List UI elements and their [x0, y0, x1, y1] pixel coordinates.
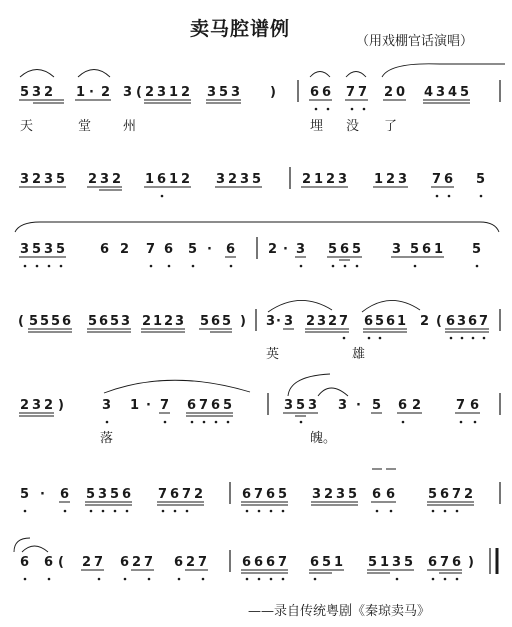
- note: 3: [123, 85, 133, 100]
- note: 6: [310, 555, 320, 570]
- octave-dot: [363, 108, 366, 111]
- octave-dot: [327, 108, 330, 111]
- note: 2: [164, 314, 174, 329]
- octave-dot: [436, 195, 439, 198]
- note: 1: [434, 242, 444, 257]
- note: 5: [223, 398, 233, 413]
- note: 6: [100, 242, 110, 257]
- note: 2: [384, 85, 394, 100]
- note: 2: [324, 487, 334, 502]
- octave-dot: [450, 337, 453, 340]
- note: 3: [100, 172, 110, 187]
- octave-dot: [36, 265, 39, 268]
- note: 3: [102, 398, 112, 413]
- octave-dot: [114, 510, 117, 513]
- note: 5: [40, 314, 50, 329]
- octave-dot: [24, 578, 27, 581]
- note: 5: [352, 242, 362, 257]
- lyric: 落: [100, 431, 114, 446]
- note: 3: [32, 85, 42, 100]
- note: 6: [122, 487, 132, 502]
- note: 5: [56, 242, 66, 257]
- lyric: 英: [266, 347, 280, 362]
- octave-dot: [258, 510, 261, 513]
- slur: [346, 72, 366, 78]
- note: 1: [153, 314, 163, 329]
- note: 1: [169, 85, 179, 100]
- note: 7: [158, 487, 168, 502]
- note: 2: [386, 172, 396, 187]
- note: 1: [380, 555, 390, 570]
- score-title: 卖马腔谱例: [190, 18, 291, 40]
- note: 6: [446, 314, 456, 329]
- score-line-5: [19, 374, 500, 446]
- note: 3: [44, 242, 54, 257]
- lyric: 埋: [310, 119, 324, 134]
- note: 5: [296, 398, 306, 413]
- octave-dot: [90, 510, 93, 513]
- octave-dot: [24, 510, 27, 513]
- note: 5: [404, 555, 414, 570]
- slur: [20, 70, 54, 78]
- tie: [15, 222, 499, 232]
- note: 5: [110, 487, 120, 502]
- note: 5: [188, 242, 198, 257]
- note: 2: [20, 398, 30, 413]
- note: 3: [338, 172, 348, 187]
- octave-dot: [456, 578, 459, 581]
- note: 3: [20, 172, 30, 187]
- note: 7: [452, 487, 462, 502]
- note: 5: [368, 555, 378, 570]
- note: 6: [44, 555, 54, 570]
- note: 5: [472, 242, 482, 257]
- note: 5: [410, 242, 420, 257]
- note: 3: [308, 398, 318, 413]
- octave-dot: [178, 578, 181, 581]
- note: 3: [338, 398, 348, 413]
- octave-dot: [227, 421, 230, 424]
- note: 6: [470, 398, 480, 413]
- note: ·: [146, 398, 151, 413]
- note: 6: [254, 555, 264, 570]
- score-line-6: [20, 469, 500, 512]
- note: 3: [296, 242, 306, 257]
- octave-dot: [314, 578, 317, 581]
- note: 7: [456, 398, 466, 413]
- note: 3: [436, 85, 446, 100]
- note: 4: [448, 85, 458, 100]
- lyric: 没: [346, 119, 360, 134]
- octave-dot: [48, 578, 51, 581]
- note: ·: [276, 314, 281, 329]
- note: 3: [312, 487, 322, 502]
- note: ): [468, 555, 474, 570]
- octave-dot: [343, 337, 346, 340]
- note: 3: [392, 555, 402, 570]
- note: 4: [424, 85, 434, 100]
- note: 3: [20, 242, 30, 257]
- note: 2: [88, 172, 98, 187]
- note: 5: [222, 314, 232, 329]
- note: 3: [266, 314, 276, 329]
- octave-dot: [379, 337, 382, 340]
- note: 6: [164, 242, 174, 257]
- octave-dot: [456, 510, 459, 513]
- note: 5: [428, 487, 438, 502]
- score-line-7: [14, 538, 497, 580]
- note: 6: [444, 172, 454, 187]
- note: 2: [306, 314, 316, 329]
- note: 5: [88, 314, 98, 329]
- note: 5: [20, 487, 30, 502]
- note: 5: [20, 85, 30, 100]
- note: 2: [120, 242, 130, 257]
- note: 7: [199, 398, 209, 413]
- slur: [78, 70, 110, 78]
- note: 5: [86, 487, 96, 502]
- note: 6: [322, 85, 332, 100]
- note: 2: [44, 85, 54, 100]
- note: 3: [157, 85, 167, 100]
- lyric: 州: [123, 119, 137, 134]
- note: 3: [398, 172, 408, 187]
- note: 7: [94, 555, 104, 570]
- note: 6: [211, 314, 221, 329]
- note: 6: [242, 487, 252, 502]
- note: 1: [145, 172, 155, 187]
- note: ): [270, 85, 276, 100]
- note: 5: [51, 314, 61, 329]
- note: 3: [231, 85, 241, 100]
- octave-dot: [60, 265, 63, 268]
- note: 7: [254, 487, 264, 502]
- note: 3: [121, 314, 131, 329]
- note: 3: [98, 487, 108, 502]
- note: 6: [386, 487, 396, 502]
- octave-dot: [106, 421, 109, 424]
- note: 2: [112, 172, 122, 187]
- note: 6: [266, 555, 276, 570]
- note: ·: [207, 242, 212, 257]
- note: 7: [278, 555, 288, 570]
- octave-dot: [474, 421, 477, 424]
- octave-dot: [270, 510, 273, 513]
- lyric: 堂: [78, 119, 92, 134]
- note: 1: [397, 314, 407, 329]
- note: ·: [40, 487, 45, 502]
- octave-dot: [215, 421, 218, 424]
- note: 6: [120, 555, 130, 570]
- note: 5: [56, 172, 66, 187]
- note: 6: [452, 555, 462, 570]
- note: 2: [464, 487, 474, 502]
- note: 7: [346, 85, 356, 100]
- note: 2: [82, 555, 92, 570]
- note: 2: [228, 172, 238, 187]
- note: 3: [336, 487, 346, 502]
- note: 6: [340, 242, 350, 257]
- note: 1: [374, 172, 384, 187]
- octave-dot: [202, 578, 205, 581]
- octave-dot: [356, 265, 359, 268]
- note: 6: [226, 242, 236, 257]
- score-subtitle: （用戏棚官话演唱）: [356, 34, 474, 49]
- octave-dot: [270, 578, 273, 581]
- note: 7: [160, 398, 170, 413]
- note: 2: [44, 398, 54, 413]
- note: 6: [386, 314, 396, 329]
- lyric: 了: [384, 119, 398, 134]
- tie: [14, 538, 30, 552]
- note: 1: [76, 85, 86, 100]
- octave-dot: [150, 265, 153, 268]
- note: ·: [283, 242, 288, 257]
- note: 3: [457, 314, 467, 329]
- note: 2: [412, 398, 422, 413]
- octave-dot: [461, 337, 464, 340]
- note: 3: [284, 398, 294, 413]
- octave-dot: [64, 510, 67, 513]
- note: 3: [284, 314, 294, 329]
- note: 1: [334, 555, 344, 570]
- note: 1: [169, 172, 179, 187]
- note: 6: [266, 487, 276, 502]
- octave-dot: [203, 421, 206, 424]
- note: 6: [211, 398, 221, 413]
- octave-dot: [483, 337, 486, 340]
- note: 2: [186, 555, 196, 570]
- octave-dot: [126, 510, 129, 513]
- note: 3: [32, 398, 42, 413]
- note: 6: [440, 487, 450, 502]
- note: 3: [175, 314, 185, 329]
- note: 5: [252, 172, 262, 187]
- note: 5: [322, 555, 332, 570]
- note: 7: [358, 85, 368, 100]
- octave-dot: [246, 578, 249, 581]
- octave-dot: [282, 510, 285, 513]
- octave-dot: [164, 421, 167, 424]
- note: 2: [328, 314, 338, 329]
- octave-dot: [414, 265, 417, 268]
- octave-dot: [344, 265, 347, 268]
- note: 6: [60, 487, 70, 502]
- octave-dot: [472, 337, 475, 340]
- note: 5: [348, 487, 358, 502]
- note: 7: [182, 487, 192, 502]
- note: 2: [142, 314, 152, 329]
- note: 1: [314, 172, 324, 187]
- note: ): [58, 398, 64, 413]
- note: 7: [146, 242, 156, 257]
- note: 5: [372, 398, 382, 413]
- slur: [288, 374, 330, 396]
- note: 5: [460, 85, 470, 100]
- note: 5: [110, 314, 120, 329]
- octave-dot: [174, 510, 177, 513]
- note: 6: [174, 555, 184, 570]
- octave-dot: [444, 510, 447, 513]
- score-line-4: [18, 300, 500, 362]
- note: ): [240, 314, 246, 329]
- octave-dot: [480, 195, 483, 198]
- note: 2: [145, 85, 155, 100]
- octave-dot: [162, 510, 165, 513]
- note: 6: [62, 314, 72, 329]
- note: 6: [187, 398, 197, 413]
- octave-dot: [24, 265, 27, 268]
- note: 2: [268, 242, 278, 257]
- note: 6: [99, 314, 109, 329]
- octave-dot: [300, 421, 303, 424]
- note: 7: [432, 172, 442, 187]
- note: 6: [157, 172, 167, 187]
- octave-dot: [396, 578, 399, 581]
- note: 5: [219, 85, 229, 100]
- octave-dot: [432, 510, 435, 513]
- note: 0: [396, 85, 406, 100]
- note: 5: [200, 314, 210, 329]
- score-line-3: [15, 222, 499, 267]
- note: 6: [372, 487, 382, 502]
- note: 7: [144, 555, 154, 570]
- octave-dot: [282, 578, 285, 581]
- note: 6: [242, 555, 252, 570]
- octave-dot: [148, 578, 151, 581]
- note: 6: [398, 398, 408, 413]
- octave-dot: [376, 510, 379, 513]
- octave-dot: [102, 510, 105, 513]
- lyric: 天: [20, 119, 34, 134]
- note: 5: [375, 314, 385, 329]
- note: 2: [181, 172, 191, 187]
- note: 6: [20, 555, 30, 570]
- octave-dot: [432, 578, 435, 581]
- note: 3: [207, 85, 217, 100]
- note: 2: [326, 172, 336, 187]
- octave-dot: [98, 578, 101, 581]
- octave-dot: [448, 195, 451, 198]
- note: 6: [310, 85, 320, 100]
- octave-dot: [191, 421, 194, 424]
- octave-dot: [230, 265, 233, 268]
- note: (: [18, 314, 24, 329]
- score-line-1: [19, 64, 505, 134]
- octave-dot: [246, 510, 249, 513]
- note: 2: [420, 314, 430, 329]
- note: 2: [132, 555, 142, 570]
- note: 7: [198, 555, 208, 570]
- octave-dot: [390, 510, 393, 513]
- octave-dot: [168, 265, 171, 268]
- note: 6: [364, 314, 374, 329]
- note: 5: [29, 314, 39, 329]
- note: 3: [392, 242, 402, 257]
- octave-dot: [186, 510, 189, 513]
- note: 5: [476, 172, 486, 187]
- note: 6: [422, 242, 432, 257]
- note: 2: [302, 172, 312, 187]
- octave-dot: [332, 265, 335, 268]
- slur: [104, 380, 250, 393]
- note: 6: [170, 487, 180, 502]
- octave-dot: [476, 265, 479, 268]
- octave-dot: [315, 108, 318, 111]
- slur: [268, 300, 332, 312]
- octave-dot: [48, 265, 51, 268]
- slur: [362, 300, 420, 312]
- note: (: [58, 555, 64, 570]
- octave-dot: [300, 265, 303, 268]
- note: 1: [130, 398, 140, 413]
- octave-dot: [460, 421, 463, 424]
- slur: [318, 388, 348, 396]
- note: 7: [440, 555, 450, 570]
- note: 6: [428, 555, 438, 570]
- note: (: [136, 85, 142, 100]
- note: 2: [194, 487, 204, 502]
- lyric: 雄: [352, 347, 366, 362]
- note: 7: [479, 314, 489, 329]
- score-line-2: [19, 167, 485, 197]
- note: 3: [44, 172, 54, 187]
- octave-dot: [124, 578, 127, 581]
- note: ·: [89, 85, 94, 100]
- slur: [22, 546, 48, 552]
- slur: [382, 64, 505, 77]
- note: 3: [216, 172, 226, 187]
- octave-dot: [258, 578, 261, 581]
- octave-dot: [192, 265, 195, 268]
- note: 2: [101, 85, 111, 100]
- lyric: 魄。: [310, 431, 337, 446]
- note: (: [436, 314, 442, 329]
- note: ·: [356, 398, 361, 413]
- note: 6: [468, 314, 478, 329]
- octave-dot: [161, 195, 164, 198]
- note: 5: [328, 242, 338, 257]
- note: 7: [339, 314, 349, 329]
- octave-dot: [444, 578, 447, 581]
- octave-dot: [368, 337, 371, 340]
- note: 5: [32, 242, 42, 257]
- slur: [310, 72, 330, 78]
- octave-dot: [351, 108, 354, 111]
- octave-dot: [402, 421, 405, 424]
- note: 3: [240, 172, 250, 187]
- note: 2: [181, 85, 191, 100]
- note: 5: [278, 487, 288, 502]
- note: 3: [317, 314, 327, 329]
- note: 2: [32, 172, 42, 187]
- source-credit: ——录自传统粤剧《秦琼卖马》: [248, 604, 431, 619]
